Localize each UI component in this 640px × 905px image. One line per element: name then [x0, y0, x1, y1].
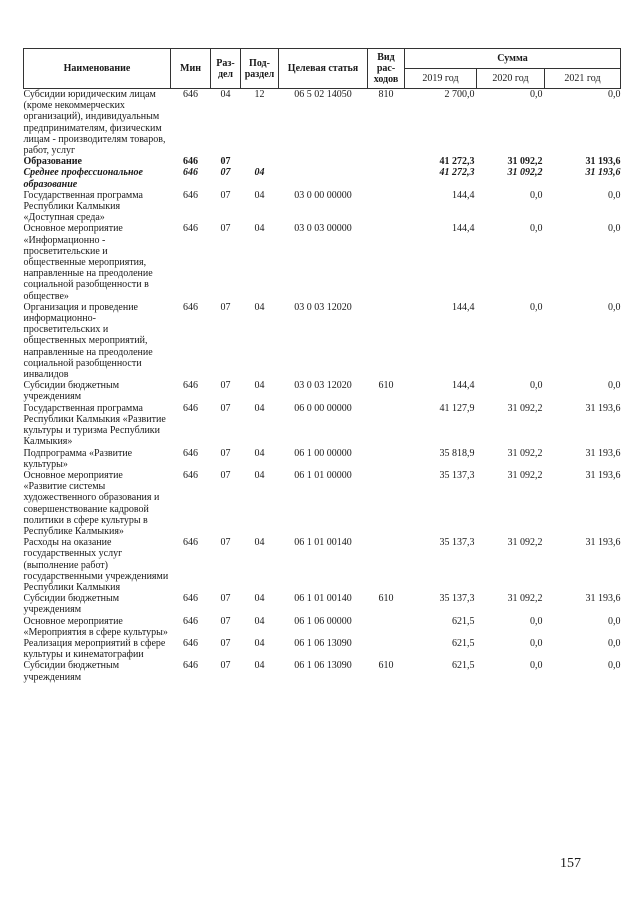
cell-2020: 31 092,2	[507, 402, 543, 414]
cell-min: 646	[183, 593, 198, 605]
cell-celevaya: 06 1 01 00140	[294, 537, 352, 549]
cell-2019: 35 818,9	[439, 447, 475, 459]
cell-razdel: 07	[220, 301, 231, 313]
cell-razdel: 07	[220, 167, 231, 179]
cell-podrazdel: 04	[254, 167, 265, 179]
table-row	[24, 156, 621, 167]
cell-2020: 0,0	[530, 189, 543, 201]
header-podrazdel: Под-раздел	[241, 49, 279, 89]
cell-2021: 31 193,6	[585, 469, 621, 481]
cell-2019: 621,5	[452, 660, 475, 672]
table-row	[24, 223, 621, 301]
header-min: Мин	[171, 49, 211, 89]
cell-razdel: 07	[220, 223, 231, 235]
cell-2021: 31 193,6	[585, 447, 621, 459]
cell-podrazdel: 04	[254, 660, 265, 672]
cell-vid	[368, 537, 405, 593]
cell-podrazdel: 04	[254, 637, 265, 649]
header-year-2020: 2020 год	[477, 69, 545, 89]
cell-min: 646	[183, 402, 198, 414]
cell-podrazdel	[241, 156, 279, 167]
cell-2019: 35 137,3	[439, 593, 475, 605]
table-row	[24, 616, 621, 638]
cell-celevaya	[279, 167, 368, 189]
cell-2020: 0,0	[530, 223, 543, 235]
cell-podrazdel: 04	[254, 301, 265, 313]
cell-2021: 31 193,6	[585, 593, 621, 605]
budget-table	[23, 48, 621, 683]
table-row	[24, 660, 621, 682]
cell-podrazdel: 04	[254, 402, 265, 414]
cell-celevaya: 03 0 03 12020	[294, 380, 352, 392]
cell-min: 646	[183, 89, 198, 100]
cell-min: 646	[183, 167, 198, 179]
cell-2019: 144,4	[452, 301, 475, 313]
cell-name: Основное мероприятие «Развитие системы художественного образования и совершенствование кадровой политики в сфере культуры в Республике Калмыкия»	[23, 469, 160, 537]
cell-min: 646	[183, 615, 198, 627]
cell-min: 646	[183, 447, 198, 459]
cell-2019: 144,4	[452, 380, 475, 392]
cell-podrazdel: 12	[254, 89, 265, 100]
table-row	[24, 302, 621, 380]
cell-name: Субсидии юридическим лицам (кроме некоммерческих организаций), индивидуальным предпринимателям, физическим лицам - производителям товаров, работ, услуг	[23, 89, 166, 157]
cell-podrazdel: 04	[254, 593, 265, 605]
cell-2021: 0,0	[608, 89, 621, 100]
cell-name: Образование	[23, 156, 82, 168]
cell-razdel: 07	[220, 380, 231, 392]
cell-min: 646	[183, 223, 198, 235]
cell-celevaya: 03 0 03 00000	[294, 223, 352, 235]
cell-min: 646	[183, 189, 198, 201]
cell-2021: 31 193,6	[585, 167, 621, 179]
table-row	[24, 448, 621, 470]
cell-celevaya: 06 5 02 14050	[294, 89, 352, 100]
cell-2021: 0,0	[608, 637, 621, 649]
cell-name: Государственная программа Республики Калмыкия «Развитие культуры и туризма Республики Калмыкия»	[23, 402, 166, 448]
cell-name: Организация и проведение информационно- просветительских и общественных мероприятий, направленные на преодоление социальной разобщенности инвалидов	[23, 301, 153, 381]
cell-min: 646	[183, 469, 198, 481]
cell-vid	[368, 302, 405, 380]
header-vid: Вид рас-ходов	[368, 49, 405, 89]
cell-2020: 31 092,2	[507, 469, 543, 481]
page-number: 157	[560, 856, 581, 871]
cell-razdel: 07	[220, 189, 231, 201]
cell-2020: 0,0	[530, 615, 543, 627]
table-row	[24, 167, 621, 189]
table-body	[24, 89, 621, 683]
cell-podrazdel: 04	[254, 447, 265, 459]
cell-vid	[368, 223, 405, 301]
cell-razdel: 07	[220, 469, 231, 481]
table-row	[24, 403, 621, 448]
cell-razdel: 07	[220, 402, 231, 414]
cell-celevaya	[279, 156, 368, 167]
cell-name: Субсидии бюджетным учреждениям	[23, 660, 120, 683]
cell-min: 646	[183, 660, 198, 672]
cell-name: Подпрограмма «Развитие культуры»	[23, 447, 133, 470]
cell-podrazdel: 04	[254, 189, 265, 201]
cell-podrazdel: 04	[254, 380, 265, 392]
cell-podrazdel: 04	[254, 537, 265, 549]
cell-2021: 0,0	[608, 615, 621, 627]
cell-min: 646	[183, 301, 198, 313]
cell-razdel: 07	[220, 593, 231, 605]
cell-celevaya: 06 0 00 00000	[294, 402, 352, 414]
table-row	[24, 470, 621, 537]
cell-podrazdel: 04	[254, 223, 265, 235]
cell-vid	[368, 470, 405, 537]
cell-razdel: 07	[220, 447, 231, 459]
cell-2019: 41 127,9	[439, 402, 475, 414]
header-name: Наименование	[24, 49, 171, 89]
cell-2019: 621,5	[452, 615, 475, 627]
cell-razdel: 07	[220, 615, 231, 627]
cell-min: 646	[183, 637, 198, 649]
cell-2021: 0,0	[608, 380, 621, 392]
cell-name: Среднее профессиональное образование	[23, 167, 143, 190]
cell-vid: 610	[378, 660, 394, 672]
cell-name: Субсидии бюджетным учреждениям	[23, 380, 120, 403]
cell-2020: 31 092,2	[507, 156, 543, 168]
cell-name: Основное мероприятие «Информационно - просветительские и общественные мероприятия, направленные на преодоление социальной разобщенности в обществе»	[23, 223, 153, 302]
table-row	[24, 89, 621, 157]
cell-razdel: 07	[220, 637, 231, 649]
cell-celevaya: 06 1 01 00000	[294, 469, 352, 481]
cell-2020: 0,0	[530, 660, 543, 672]
cell-podrazdel: 04	[254, 469, 265, 481]
header-year-2019: 2019 год	[405, 69, 477, 89]
cell-vid: 610	[378, 380, 394, 392]
cell-celevaya: 03 0 00 00000	[294, 189, 352, 201]
cell-celevaya: 06 1 01 00140	[294, 593, 352, 605]
cell-2019: 2 700,0	[444, 89, 475, 100]
table-row	[24, 380, 621, 402]
cell-celevaya: 06 1 06 13090	[294, 660, 352, 672]
cell-2020: 0,0	[530, 637, 543, 649]
cell-celevaya: 06 1 06 00000	[294, 615, 352, 627]
cell-celevaya: 03 0 03 12020	[294, 301, 352, 313]
cell-min: 646	[183, 380, 198, 392]
cell-name: Реализация мероприятий в сфере культуры и кинематографии	[23, 637, 166, 661]
cell-vid: 610	[378, 593, 394, 605]
cell-2021: 31 193,6	[585, 402, 621, 414]
table-row	[24, 537, 621, 593]
cell-vid	[368, 616, 405, 638]
header-celevaya: Целевая статья	[279, 49, 368, 89]
cell-2021: 31 193,6	[585, 156, 621, 168]
cell-2019: 35 137,3	[439, 469, 475, 481]
cell-razdel: 07	[220, 537, 231, 549]
cell-2021: 0,0	[608, 223, 621, 235]
cell-2020: 31 092,2	[507, 593, 543, 605]
cell-name: Субсидии бюджетным учреждениям	[23, 593, 120, 616]
table-header	[24, 49, 621, 89]
header-year-2021: 2021 год	[545, 69, 621, 89]
table-row	[24, 190, 621, 224]
cell-2019: 35 137,3	[439, 537, 475, 549]
cell-vid	[368, 403, 405, 448]
cell-vid	[368, 638, 405, 660]
cell-2019: 621,5	[452, 637, 475, 649]
table-row	[24, 638, 621, 660]
cell-2020: 0,0	[530, 380, 543, 392]
cell-podrazdel: 04	[254, 615, 265, 627]
cell-2020: 0,0	[530, 301, 543, 313]
cell-2020: 0,0	[530, 89, 543, 100]
cell-name: Основное мероприятие «Мероприятия в сфере культуры»	[23, 615, 168, 638]
cell-celevaya: 06 1 06 13090	[294, 637, 352, 649]
cell-vid	[368, 167, 405, 189]
cell-2019: 144,4	[452, 189, 475, 201]
table-row	[24, 593, 621, 615]
cell-vid	[368, 190, 405, 224]
cell-2020: 31 092,2	[507, 447, 543, 459]
cell-2021: 0,0	[608, 660, 621, 672]
cell-2020: 31 092,2	[507, 537, 543, 549]
cell-razdel: 07	[220, 156, 231, 168]
cell-2020: 31 092,2	[507, 167, 543, 179]
cell-2021: 0,0	[608, 301, 621, 313]
cell-vid	[368, 448, 405, 470]
cell-vid: 810	[378, 89, 394, 100]
cell-min: 646	[183, 156, 198, 168]
cell-vid	[368, 156, 405, 167]
cell-2019: 41 272,3	[439, 167, 475, 179]
cell-2019: 41 272,3	[439, 156, 475, 168]
cell-name: Расходы на оказание государственных услуг (выполнение работ) государственными учреждениями Республики Калмыкия	[23, 537, 169, 593]
cell-2021: 0,0	[608, 189, 621, 201]
cell-razdel: 07	[220, 660, 231, 672]
cell-2019: 144,4	[452, 223, 475, 235]
header-razdel: Раз-дел	[211, 49, 241, 89]
cell-2021: 31 193,6	[585, 537, 621, 549]
cell-celevaya: 06 1 00 00000	[294, 447, 352, 459]
cell-name: Государственная программа Республики Калмыкия «Доступная среда»	[23, 189, 143, 224]
cell-min: 646	[183, 537, 198, 549]
cell-razdel: 04	[220, 89, 231, 100]
header-summa: Сумма	[405, 49, 621, 69]
